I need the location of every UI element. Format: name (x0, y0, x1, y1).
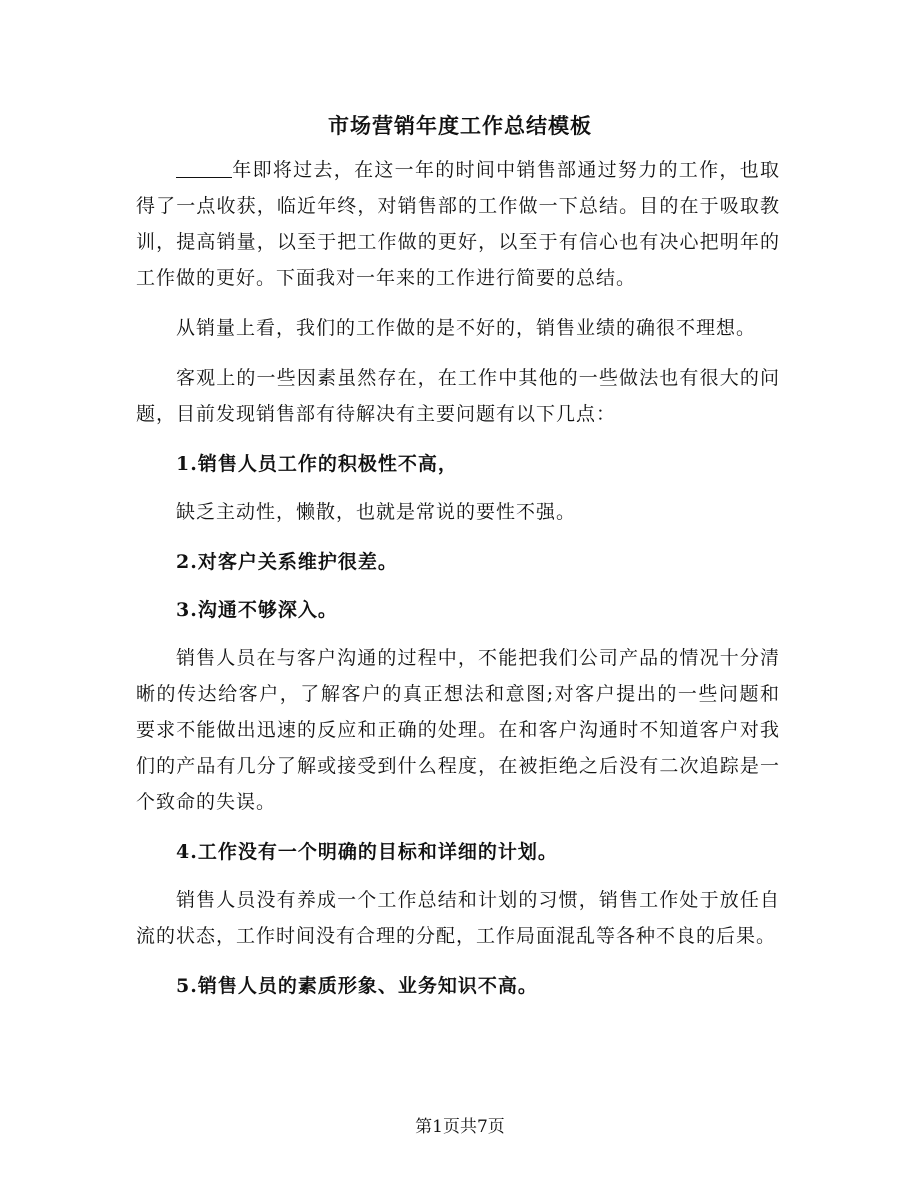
document-body (136, 152, 780, 1016)
paragraph-point-3-detail: 销售人员在与客户沟通的过程中，不能把我们公司产品的情况十分清晰的传达给客户，了解客户的真正想法和意图;对客户提出的一些问题和要求不能做出迅速的反应和正确的处理。在和客户沟通时不知道客户对我们的产品有几分了解或接受到什么程度，在被拒绝之后没有二次追踪是一个致命的失误。 (136, 647, 780, 813)
paragraph-sales-volume: 从销量上看，我们的工作做的是不好的，销售业绩的确很不理想。 (176, 317, 757, 339)
heading-point-2: 2.对客户关系维护很差。 (176, 551, 398, 573)
fill-in-blank (176, 159, 232, 178)
paragraph-intro (136, 152, 780, 296)
paragraph-point-4-detail: 销售人员没有养成一个工作总结和计划的习惯，销售工作处于放任自流的状态，工作时间没有合理的分配，工作局面混乱等各种不良的后果。 (136, 889, 780, 947)
document-title: 市场营销年度工作总结模板 (328, 113, 592, 138)
paragraph-point-1-detail: 缺乏主动性，懒散，也就是常说的要性不强。 (176, 501, 577, 523)
page-number: 第1页共7页 (415, 1117, 505, 1137)
heading-point-1: 1.销售人员工作的积极性不高， (176, 453, 458, 475)
heading-point-4: 4.工作没有一个明确的目标和详细的计划。 (176, 841, 558, 863)
paragraph-intro-text: 年即将过去，在这一年的时间中销售部通过努力的工作，也取得了一点收获，临近年终，对销售部的工作做一下总结。目的在于吸取教训，提高销量，以至于把工作做的更好，以至于有信心也有决心把明年的工作做的更好。下面我对一年来的工作进行简要的总结。 (136, 159, 780, 289)
heading-point-3: 3.沟通不够深入。 (176, 599, 338, 621)
heading-point-5: 5.销售人员的素质形象、业务知识不高。 (176, 975, 538, 997)
paragraph-problems-intro: 客观上的一些因素虽然存在，在工作中其他的一些做法也有很大的问题，目前发现销售部有待解决有主要问题有以下几点： (136, 367, 780, 425)
